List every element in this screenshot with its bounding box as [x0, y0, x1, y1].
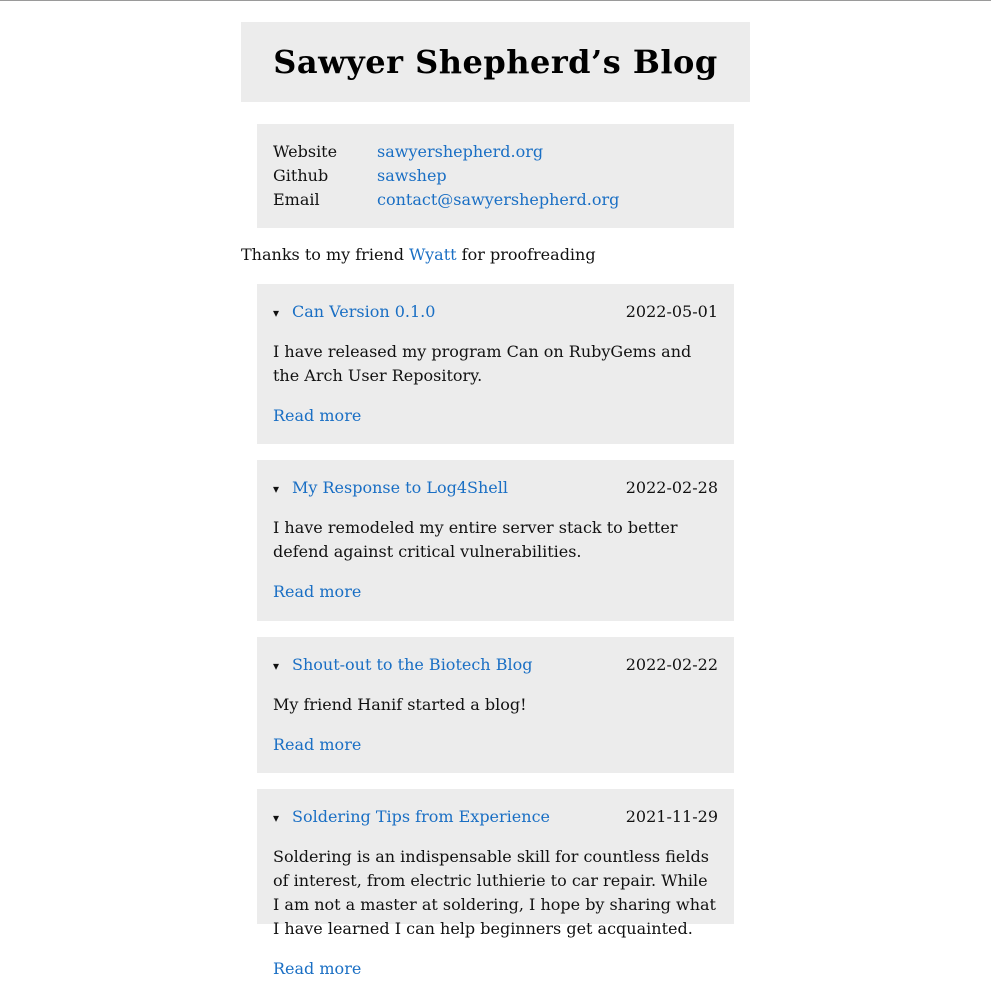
read-more-link[interactable]: Read more: [273, 406, 362, 425]
thanks-prefix: Thanks to my friend: [241, 245, 410, 264]
post-title-wrap[interactable]: [273, 476, 508, 501]
post-header: [273, 476, 718, 500]
post-title-wrap[interactable]: [273, 805, 550, 830]
post-card: [257, 460, 734, 621]
contact-label-github: Github: [273, 166, 329, 185]
post-card: [257, 789, 734, 978]
blog-header: [241, 22, 750, 102]
page-title: Sawyer Shepherd’s Blog: [273, 43, 718, 81]
github-link[interactable]: sawshep: [377, 166, 447, 185]
post-title-wrap[interactable]: [273, 300, 435, 325]
post-title-link[interactable]: Can Version 0.1.0: [292, 302, 436, 321]
thanks-note: [241, 243, 596, 267]
disclosure-triangle-down-icon[interactable]: ▾: [273, 659, 280, 673]
top-divider: [0, 0, 991, 1]
post-header: [273, 805, 718, 829]
post-summary: I have remodeled my entire server stack to better defend against critical vulnerabilities.: [273, 518, 678, 561]
email-link[interactable]: contact@sawyershepherd.org: [377, 190, 620, 209]
post-header: [273, 300, 718, 324]
read-more-link[interactable]: Read more: [273, 582, 362, 601]
post-date: 2022-02-28: [625, 478, 718, 497]
contact-row-github: [273, 164, 718, 188]
disclosure-triangle-down-icon[interactable]: ▾: [273, 811, 280, 825]
contact-label-website: Website: [273, 142, 338, 161]
post-date: 2021-11-29: [625, 807, 718, 826]
post-date: 2022-02-22: [625, 655, 718, 674]
post-card: [257, 637, 734, 773]
wyatt-link[interactable]: Wyatt: [409, 245, 457, 264]
post-summary: Soldering is an indispensable skill for countless fields of interest, from electric luthierie to car repair. While I am not a master at soldering, I hope by sharing what I have learned I can help beginners get acquainted.: [273, 847, 716, 938]
post-summary: My friend Hanif started a blog!: [273, 695, 527, 714]
post-title-link[interactable]: Shout-out to the Biotech Blog: [292, 655, 533, 674]
disclosure-triangle-down-icon[interactable]: ▾: [273, 306, 280, 320]
post-title-link[interactable]: My Response to Log4Shell: [292, 478, 508, 497]
post-title-link[interactable]: Soldering Tips from Experience: [292, 807, 550, 826]
contact-row-email: [273, 188, 718, 212]
post-title-wrap[interactable]: [273, 653, 532, 678]
read-more-link[interactable]: Read more: [273, 959, 362, 978]
contact-row-website: [273, 140, 718, 164]
website-link[interactable]: sawyershepherd.org: [377, 142, 544, 161]
disclosure-triangle-down-icon[interactable]: ▾: [273, 482, 280, 496]
contact-label-email: Email: [273, 190, 320, 209]
thanks-suffix: for proofreading: [456, 245, 596, 264]
post-date: 2022-05-01: [625, 302, 718, 321]
post-card: [257, 284, 734, 444]
contact-info-box: [257, 124, 734, 228]
read-more-link[interactable]: Read more: [273, 735, 362, 754]
post-header: [273, 653, 718, 677]
post-summary: I have released my program Can on RubyGems and the Arch User Repository.: [273, 342, 692, 385]
